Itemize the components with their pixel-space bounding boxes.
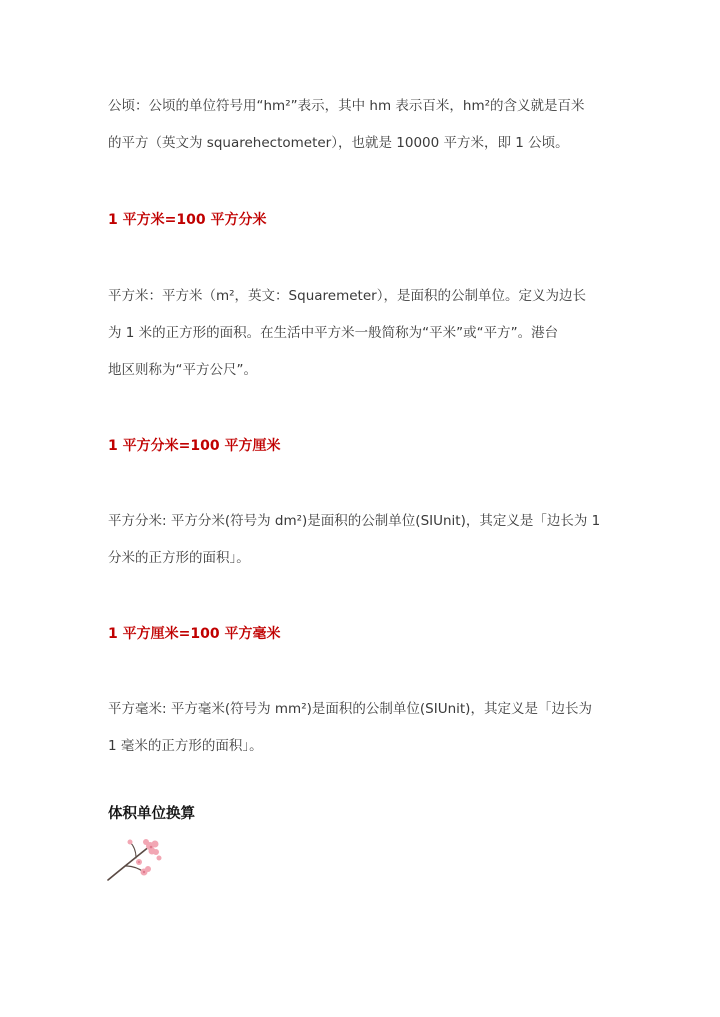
text-line: 的平方（英文为 squarehectometer），也就是 10000 平方米，即 1 公顷。 <box>108 135 569 151</box>
plum-blossom-branch-icon <box>106 836 164 882</box>
text-line: 平方毫米: 平方毫米(符号为 mm²)是面积的公制单位(SIUnit)，其定义是「边长为 <box>108 701 592 717</box>
square-decimeter-paragraph <box>108 503 614 577</box>
text-line: 地区则称为“平方公尺”。 <box>108 362 257 378</box>
hectare-paragraph <box>108 88 614 162</box>
text-line: 公顷：公顷的单位符号用“hm²”表示，其中 hm 表示百米，hm²的含义就是百米 <box>108 98 585 114</box>
conversion-heading-cm2: 1 平方厘米=100 平方毫米 <box>108 626 281 642</box>
text-line: 为 1 米的正方形的面积。在生活中平方米一般简称为“平米”或“平方”。港台 <box>108 325 559 341</box>
text-line: 分米的正方形的面积」。 <box>108 550 250 566</box>
text-line: 平方分米: 平方分米(符号为 dm²)是面积的公制单位(SIUnit)，其定义是「边长为 1 <box>108 513 601 529</box>
square-millimeter-paragraph <box>108 691 614 765</box>
text-line: 平方米：平方米（m²，英文：Squaremeter），是面积的公制单位。定义为边长 <box>108 288 586 304</box>
conversion-heading-dm2: 1 平方分米=100 平方厘米 <box>108 438 281 454</box>
square-meter-paragraph <box>108 278 614 389</box>
conversion-heading-m2: 1 平方米=100 平方分米 <box>108 212 267 228</box>
volume-section-title: 体积单位换算 <box>108 805 195 822</box>
text-line: 1 毫米的正方形的面积」。 <box>108 738 263 754</box>
